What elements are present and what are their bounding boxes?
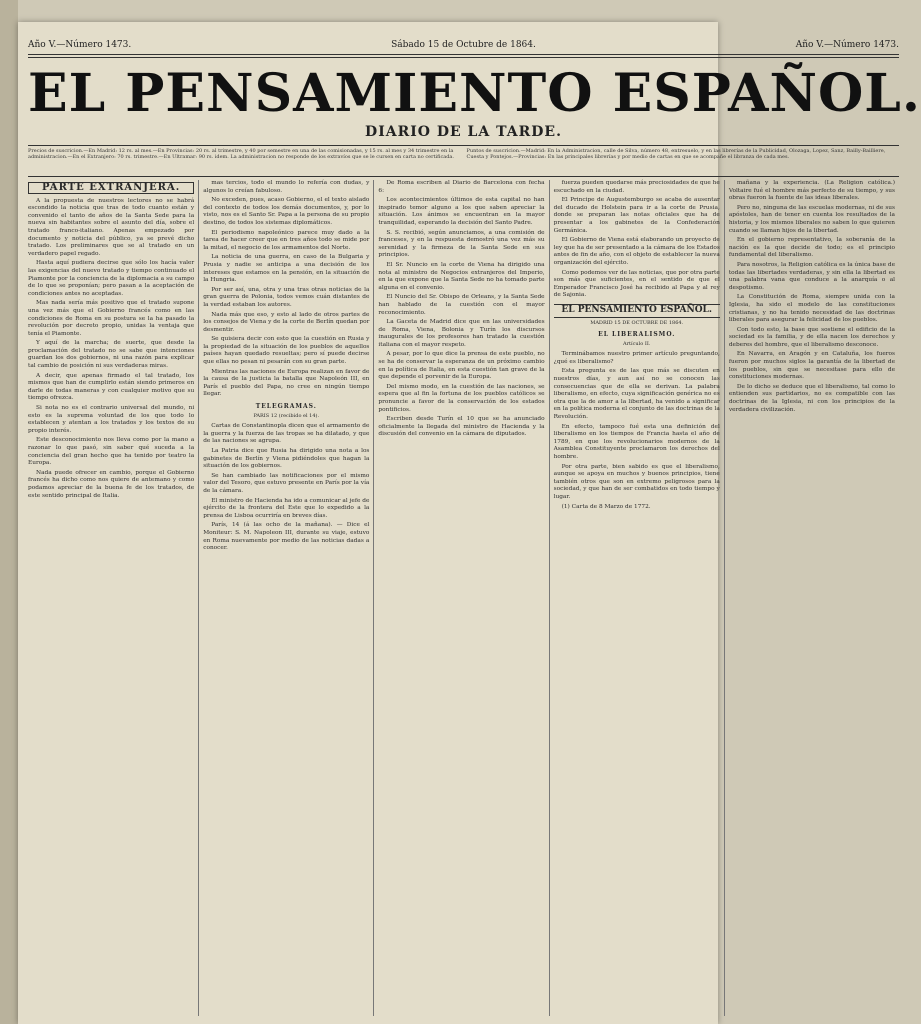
paragraph: En efecto, tampoco fué esta una definición del liberalismo en los tiempos de Francia hasta el año de 1789, en que los revolucionarios modernos de la Asamblea Constituyente proclamaron los derechos del hombre. <box>553 423 720 460</box>
paragraph: Escriben desde Turín el 10 que se ha anunciado oficialmente la llegada del ministro de Hacienda y la discusión del convenio en la cámara de diputados. <box>378 416 545 438</box>
paragraph: Si nota no es el contrario universal del mundo, ni esto es la suprema voluntad de los que todo lo establecen y atentan a los tratados y los textos de su propio interés. <box>28 405 195 434</box>
paragraph: Esta pregunta es de las que más se discuten en nuestros días, y aun así no se conocen las consecuencias que de ella se derivan. La palabra liberalismo, en efecto, cuya significación genérica no es otra que la de amor a la libertad, ha venido a significar en la política moderna el conjunto de las doctrinas de la Revolución. <box>553 368 720 421</box>
paragraph: Para nosotros, la Religion católica es la única base de todas las libertades verdaderas, y sin ella la libertad es una palabra vana que conduce a la anarquía o al despotismo. <box>728 261 896 291</box>
paragraph: Se quisiera decir con esto que la cuestión en Rusia y la propiedad de la situación de los pueblos de aquellos países hayan quedado resueltas; pero sí puede decirse que ellas no pesan ni pesarán con su gran parte. <box>203 336 370 366</box>
article-subtitle: Artículo II. <box>623 340 651 347</box>
telegrams-heading: TELEGRAMAS. <box>255 403 317 411</box>
paragraph: Cartas de Constantinopla dicen que el armamento de la guerra y la fuerza de las tropas se ha dilatado, y que de las naciones se agrupa. <box>203 423 370 445</box>
binding-strip <box>0 0 18 1024</box>
article-title: EL LIBERALISMO. <box>598 331 676 339</box>
paragraph: fuerza pueden quedarse más preciosidades de que he escuchado en la ciudad. <box>553 180 720 194</box>
paragraph: El Gobierno de Viena está elaborando un proyecto de ley que ha de ser presentado a la cámara de los Estados antes de fin de año, con el objeto de establecer la nueva organización del ejército. <box>553 237 720 266</box>
paragraph: Nada puede ofrecer en cambio, porque el Gobierno francés ha dicho como nos quiere de antemano y como podamos apreciar de la buena fe de los tratados, de este sentido principal de Italia. <box>28 469 195 499</box>
dateline <box>28 40 899 50</box>
paragraph: En Navarra, en Aragón y en Cataluña, los fueros fueron por muchos siglos la garantía de la libertad de los pueblos, sin que se necesitase para ello de constituciones modernas. <box>728 351 896 381</box>
column-1 <box>28 180 199 1016</box>
top-rule <box>28 54 899 55</box>
paragraph: La Gaceta de Madrid dice que en las universidades de Roma, Viena, Bolonia y Turín los discursos inaugurales de los profesores han tratado la cuestión italiana con el mayor respeto. <box>378 319 545 348</box>
top-rule-thin <box>28 57 899 58</box>
columns-rule <box>28 176 899 177</box>
paragraph: Mas nada sería más positivo que el tratado supone una vez más que el Gobierno francés como en las condiciones de Roma en su postura se la ha pasado la revolución por decreto propio, unidas la ventaja que tenía el Piamonte. <box>28 300 195 337</box>
paragraph: mas tercios, todo el mundo lo refería con dudas, y algunos lo creían fabuloso. <box>203 180 370 194</box>
paragraph: S. S. recibió, según anunciamos, a una comisión de franceses, y en la respuesta demostró una vez más su serenidad y la firmeza de la Santa Sede en sus principios. <box>378 229 545 259</box>
paragraph: El ministro de Hacienda ha ido a comunicar al jefe de ejército de la frontera del Este que lo expedido a la prensa de Lisboa ocurriría en breves días. <box>203 497 370 519</box>
paragraph: Terminábamos nuestro primer artículo preguntando, ¿qué es liberalismo? <box>553 351 720 365</box>
paragraph: El Sr. Nuncio en la corte de Viena ha dirigido una nota al ministro de Negocios extranjeros del Imperio, en la que expone que la Santa Sede no ha tomado parte alguna en el convenio. <box>378 261 545 291</box>
columns <box>28 180 899 1016</box>
paragraph: Se han cambiado las notificaciones por el mismo valor del Tesoro, que estuvo presente en París por la vía de la cámara. <box>203 472 370 494</box>
paragraph: París, 14 (á las ocho de la mañana). — Dice el Moniteur: S. M. Napoleon III, durante su viaje, estuvo en Roma nuevamente por medio de las noticias dadas a conocer. <box>203 522 370 552</box>
paragraph: De Roma escriben al Diario de Barcelona con fecha 6: <box>378 180 545 194</box>
paragraph: A decir, que apenas firmado el tal tratado, los mismos que han de cumplirlo están siendo primeros en darle de todas maneras y con cualquier motivo que su tiempo ofrezca. <box>28 372 195 402</box>
paragraph: Mientras las naciones de Europa realizan en favor de la causa de la justicia la batalla que Napoleón III, en París el pueblo del Papa, no cree en ningún tiempo llegar. <box>203 368 370 398</box>
paragraph: A la propuesta de nuestros lectores no se habrá escondido la noticia que tras de todo cuanto están y convenido el tanto de años de la Santa Sede para la nueva sin habitantes sobre el asunto del día, sobre el tratado franco-italiano. Apenas empezado por documento y noticia del público, ya se prevé dicho tratado. Los preliminares que se al tratado en un verdadero papel regado. <box>28 197 195 257</box>
column-2 <box>203 180 374 1016</box>
footnote: (1) Carta de 8 Marzo de 1772. <box>561 503 651 510</box>
column-3 <box>378 180 549 1016</box>
masthead: EL PENSAMIENTO ESPAÑOL. <box>28 63 921 124</box>
paragraph: El periodismo napoleónico parece muy dado a la tarea de hacer creer que en tres años todo se mide por la mitad, el negocio de los armamentos del Norte. <box>203 229 370 251</box>
issue-number-right: Año V.—Número 1473. <box>795 40 899 50</box>
paragraph: Y aquí de la marcha; de suerte, que desde la proclamación del tratado no se sabe que intenciones guardan los dos gobiernos, ni una razón para explicar tal cambio de posición ni sus verdaderas miras. <box>28 340 195 370</box>
paragraph: Nada más que eso, y esto al lado de otros partes de los consejos de Viena y de la corte de Berlín quedan por desmentir. <box>203 311 370 333</box>
column-4 <box>554 180 725 1016</box>
subscription-rule <box>28 145 899 146</box>
paragraph: El Principe de Augustemburgo se acaba de ausentar del ducado de Holstein para ir a la corte de Prusia, donde se preparan las notas oficiales que ha de presentar a los gabinetes de la Confederación Germánica. <box>553 197 720 234</box>
paragraph: De lo dicho se deduce que el liberalismo, tal como lo entienden sus partidarios, no es compatible con las doctrinas de la Iglesia, ni con los principios de la verdadera civilización. <box>728 383 896 413</box>
subscription-points: Puntos de suscricion.—Madrid: En la Administracion, calle de Silva, número 48, entresuelo, y en las librerías de la Publicidad, Olozaga, Lopez, Sanz, Bailly-Bailliere, Cuesta y Pontejos.—Provincias: En las principales librerías y por medio de cartas en que se acompañe el libranza de cada mes. <box>466 148 886 161</box>
paragraph: Hasta aquí pudiera decirse que sólo los hacía valer las exigencias del nuevo tratado y tiempo continuado el Piamonte por la conciencia de la diplomacia a su campo de lo que se proponían; pero pasan a la aceptación de condiciones antes no aceptadas. <box>28 260 195 297</box>
section-heading: PARTE EXTRANJERA. <box>28 182 194 194</box>
subscription-prices: Precios de suscricion.—En Madrid: 12 rs. al mes.—En Provincias: 20 rs. al trimestre, y 40 por semestre en una de las comisionadas, y 15 rs. al mes y 34 trimestre en la administracion.—En el Extranjero: 70 rs. trimestre.—En Ultramar: 90 rs. idem. La administracion no responde de los extravíos que se le cursen en carta no certificada. <box>28 148 455 161</box>
paragraph: Por otra parte, bien sabido es que el liberalismo, aunque se apoya en muchos y buenos principios, tiene también otros que son en extremo peligrosos para la sociedad, y que han de ser combatidos en todo tiempo y lugar. <box>553 463 720 500</box>
editorial-date: MADRID 15 DE OCTUBRE DE 1864. <box>590 319 684 326</box>
paragraph: La Patria dice que Rusia ha dirigido una nota a los gabinetes de Berlín y Viena pidiéndoles que hagan la situación de los gobiernos. <box>203 448 370 470</box>
telegrams-dateline: PARIS 12 (recibido el 14). <box>253 412 320 419</box>
subtitle: DIARIO DE LA TARDE. <box>365 124 562 140</box>
paragraph: Del mismo modo, en la cuestión de las naciones, se espera que al fin la fortuna de los pueblos católicos se pronuncie a favor de la conservación de los estados pontificios. <box>378 383 545 413</box>
issue-number-left: Año V.—Número 1473. <box>28 40 132 50</box>
paragraph: Los acontecimientos últimos de esta capital no han inspirado temor alguno a los que saben apreciar la situación. Los ánimos se encuentran en la mayor tranquilidad, esperando la decisión del Santo Padre. <box>378 197 545 226</box>
paragraph: El Nuncio del Sr. Obispo de Orleans, y la Santa Sede han hablado de la cuestión con el mayor reconocimiento. <box>378 294 545 316</box>
paragraph: Como podemos ver de las noticias, que por otra parte son más que suficientes, en el sentido de que el Emperador Francisco José ha recibido al Papa y al rey de Sajonia. <box>553 269 720 299</box>
issue-date: Sábado 15 de Octubre de 1864. <box>391 40 536 50</box>
paragraph: Por ser así, una, otra y una tras otras noticias de la gran guerra de Polonia, todos vemos cuán distantes de la verdad estaban los autores. <box>203 286 370 308</box>
paragraph: La noticia de una guerra, en caso de la Bulgaria y Prusia y nadie se anticipa a una decisión de los intereses que estamos en la pensión, en la situación de la Hungria. <box>203 254 370 284</box>
paragraph: En el gobierno representativo, la soberanía de la nación es la que decide de todo; es el principio fundamental del liberalismo. <box>728 237 896 259</box>
paragraph: Este desconocimiento nos lleva como por la mano a razonar lo que pasó, sin saber qué suceda a la conciencia del gran hecho que ha tenido por teatro la Europa. <box>28 437 195 467</box>
paragraph: Pero no, ninguna de las escuelas modernas, ni de sus apóstoles, han de tener en cuenta los resultados de la historia, y los mismos liberales no saben lo que quieren cuando se llaman hijos de la libertad. <box>728 204 896 234</box>
subscription-info <box>28 148 899 174</box>
paragraph: No exceden, pues, acaso Gobierno, el el texto aislado del contexto de todos los demás documentos, y, por lo visto, nos es el Santo Sr. Papa a la persona de su propio destino, de todos los sistemas diplomáticos. <box>203 197 370 226</box>
editorial-masthead: EL PENSAMIENTO ESPAÑOL. <box>554 304 720 318</box>
paragraph: La Constitución de Roma, siempre unida con la Iglesia, ha sido el modelo de las constituciones cristianas, y no ha tenido necesidad de las doctrinas liberales para asegurar la felicidad de los pueblos. <box>728 294 896 324</box>
paragraph: mañana y la experiencia. (La Religion católica.) Voltaire fué el hombre más perfecto de su tiempo, y sus obras fueron la fuente de las ideas liberales. <box>728 180 896 202</box>
column-5 <box>729 180 899 1016</box>
paragraph: A pesar, por lo que dice la prensa de este pueblo, no se ha de conservar la esperanza de un próximo cambio en la política de Italia, en esta cuestión tan grave de la que depende el porvenir de la Europa. <box>378 351 545 381</box>
paragraph: Con todo esto, la base que sostiene el edificio de la sociedad es la familia, y de ella nacen los derechos y deberes del hombre, que el liberalismo desconoce. <box>728 326 896 348</box>
